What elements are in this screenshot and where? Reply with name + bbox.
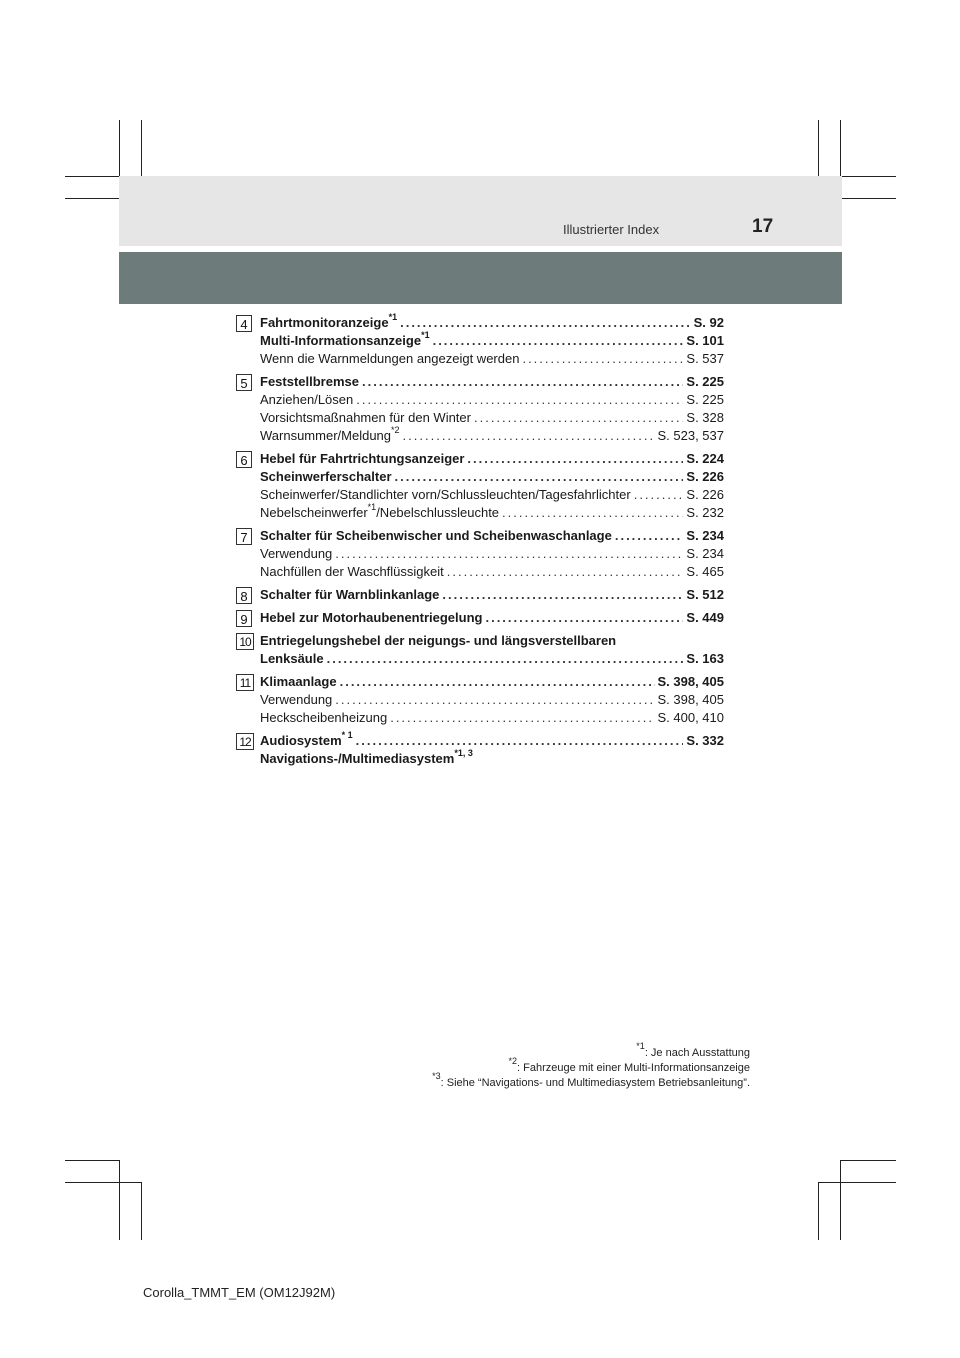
entry-text: Nachfüllen der Waschflüssigkeit [260, 564, 444, 579]
entry-text: Entriegelungshebel der neigungs- und längsverstellbaren [260, 633, 617, 648]
footnote-ref: * 1 [341, 729, 353, 740]
entry-label [260, 527, 612, 545]
entry-label [260, 563, 444, 581]
entry-text: Multi-Informationsanzeige [260, 333, 422, 348]
crop-mark [840, 1160, 841, 1240]
page-reference: S. 226 [686, 469, 724, 484]
entry-label [260, 501, 500, 522]
leader-dots [340, 673, 655, 691]
leader-dots [522, 350, 683, 368]
index-section [236, 609, 724, 627]
callout-number: 10 [236, 633, 254, 650]
callout-number: 11 [236, 674, 254, 691]
crop-mark [818, 1182, 819, 1240]
index-entry [260, 468, 724, 486]
entry-label [260, 650, 324, 668]
footnote-mark: *1 [636, 1041, 645, 1052]
header-bar [119, 176, 842, 246]
footnote-ref: *2 [391, 424, 400, 435]
leader-dots [400, 314, 691, 332]
index-entry [260, 632, 724, 650]
entry-text-continued: /Nebelschlussleuchte [376, 505, 500, 520]
index-section [236, 632, 724, 668]
leader-dots [395, 468, 684, 486]
leader-dots [327, 650, 684, 668]
index-entry [260, 409, 724, 427]
document-id: Corolla_TMMT_EM (OM12J92M) [143, 1285, 336, 1300]
entry-label [260, 391, 353, 409]
entry-label [260, 350, 519, 368]
callout-number: 12 [236, 733, 254, 750]
leader-dots [467, 450, 683, 468]
entry-text: Hebel für Fahrtrichtungsanzeiger [260, 451, 465, 466]
callout-number: 7 [236, 528, 252, 545]
leader-dots [403, 427, 655, 445]
index-section [236, 586, 724, 604]
leader-dots [362, 373, 683, 391]
page-reference: S. 398, 405 [657, 674, 724, 689]
header-dark-band [119, 252, 842, 304]
index-section [236, 373, 724, 445]
page-reference: S. 523, 537 [657, 428, 724, 443]
crop-mark [65, 198, 120, 199]
footnote-text: : Fahrzeuge mit einer Multi-Informationsanzeige [517, 1062, 750, 1074]
index-section [236, 311, 724, 368]
section-title: Illustrierter Index [563, 222, 660, 237]
page-reference: S. 400, 410 [657, 710, 724, 725]
entry-label [260, 468, 392, 486]
entry-text: Verwendung [260, 692, 333, 707]
crop-mark [840, 198, 896, 199]
index-entry [260, 501, 724, 522]
callout-number: 9 [236, 610, 252, 627]
callout-number: 6 [236, 451, 252, 468]
footnote [432, 1071, 750, 1091]
callout-number: 8 [236, 587, 252, 604]
leader-dots [502, 504, 683, 522]
crop-mark [65, 1160, 120, 1161]
entry-text: Heckscheibenheizung [260, 710, 388, 725]
index-section [236, 729, 724, 768]
index-section [236, 450, 724, 522]
crop-mark [119, 1160, 120, 1240]
leader-dots [335, 691, 654, 709]
page-reference: S. 225 [686, 392, 724, 407]
footnote-text: : Je nach Ausstattung [644, 1047, 750, 1059]
entry-text: Wenn die Warnmeldungen angezeigt werden [260, 351, 520, 366]
page-reference: S. 512 [686, 587, 724, 602]
entry-label [260, 424, 400, 445]
footnote [432, 1041, 750, 1061]
footnote-ref: *1 [388, 311, 398, 322]
index-entry [260, 673, 724, 691]
index-entry [260, 747, 724, 768]
entry-text: Lenksäule [260, 651, 324, 666]
entry-label [260, 545, 332, 563]
page-reference: S. 465 [686, 564, 724, 579]
entry-label [260, 409, 471, 427]
footnotes [432, 1041, 750, 1091]
crop-mark [818, 1182, 896, 1183]
footnote [432, 1056, 750, 1076]
entry-label [260, 609, 482, 627]
leader-dots [615, 527, 684, 545]
index-entry [260, 424, 724, 445]
entry-text: Navigations-/Multimediasystem [260, 751, 455, 766]
index-entry [260, 709, 724, 727]
entry-text: Scheinwerferschalter [260, 469, 392, 484]
index-entry [260, 311, 724, 332]
footnote-text: : Siehe “Navigations- und Multimediasystem Betriebsanleitung”. [440, 1077, 750, 1089]
page-reference: S. 234 [686, 546, 724, 561]
page-reference: S. 163 [686, 651, 724, 666]
entry-label [260, 586, 439, 604]
page-reference: S. 537 [686, 351, 724, 366]
entry-label [260, 691, 332, 709]
entry-text: Audiosystem [260, 733, 342, 748]
crop-mark [65, 1182, 142, 1183]
page-reference: S. 225 [686, 374, 724, 389]
entry-text: Schalter für Warnblinkanlage [260, 587, 440, 602]
index-list [236, 311, 724, 773]
leader-dots [335, 545, 683, 563]
page-reference: S. 92 [693, 315, 724, 330]
leader-dots [442, 586, 683, 604]
entry-label [260, 373, 359, 391]
entry-label [260, 450, 464, 468]
entry-text: Feststellbremse [260, 374, 359, 389]
entry-label [260, 329, 430, 350]
page-reference: S. 332 [686, 733, 724, 748]
entry-text: Fahrtmonitoranzeige [260, 315, 389, 330]
leader-dots [390, 709, 654, 727]
footnote-ref: *1 [421, 329, 430, 340]
page-reference: S. 328 [686, 410, 724, 425]
entry-label [260, 673, 337, 691]
index-entry [260, 650, 724, 668]
index-entry [260, 350, 724, 368]
page-reference: S. 226 [686, 487, 724, 502]
entry-text: Hebel zur Motorhaubenentriegelung [260, 610, 483, 625]
index-entry [260, 527, 724, 545]
leader-dots [433, 332, 684, 350]
leader-dots [474, 409, 683, 427]
entry-label [260, 486, 631, 504]
page-reference: S. 232 [686, 505, 724, 520]
crop-mark [141, 1182, 142, 1240]
entry-label [260, 311, 398, 332]
leader-dots [356, 732, 684, 750]
index-entry [260, 609, 724, 627]
entry-text: Vorsichtsmaßnahmen für den Winter [260, 410, 471, 425]
entry-label [260, 729, 353, 750]
index-section [236, 673, 724, 727]
callout-number: 4 [236, 315, 252, 332]
leader-dots [485, 609, 683, 627]
page-number: 17 [752, 216, 774, 237]
page-reference: S. 224 [686, 451, 724, 466]
page-reference: S. 234 [686, 528, 724, 543]
entry-text: Schalter für Scheibenwischer und Scheibenwaschanlage [260, 528, 612, 543]
leader-dots [447, 563, 684, 581]
entry-label [260, 632, 616, 650]
index-entry [260, 545, 724, 563]
page-reference: S. 449 [686, 610, 724, 625]
index-entry [260, 329, 724, 350]
index-entry [260, 486, 724, 504]
index-entry [260, 729, 724, 750]
leader-dots [634, 486, 684, 504]
entry-text: Verwendung [260, 546, 333, 561]
crop-mark [840, 1160, 896, 1161]
entry-text: Klimaanlage [260, 674, 337, 689]
entry-text: Anziehen/Lösen [260, 392, 354, 407]
leader-dots [356, 391, 683, 409]
page-reference: S. 398, 405 [657, 692, 724, 707]
index-entry [260, 563, 724, 581]
entry-label [260, 709, 387, 727]
entry-text: Nebelscheinwerfer [260, 505, 368, 520]
footnote-ref: *1 [367, 501, 377, 512]
index-entry [260, 391, 724, 409]
entry-text: Warnsummer/Meldung [260, 428, 392, 443]
index-section [236, 527, 724, 581]
entry-label [260, 747, 473, 768]
page-reference: S. 101 [686, 333, 724, 348]
index-entry [260, 586, 724, 604]
footnote-ref: *1, 3 [454, 747, 473, 758]
callout-number: 5 [236, 374, 252, 391]
entry-text: Scheinwerfer/Standlichter vorn/Schlussleuchten/Tagesfahrlichter [260, 487, 631, 502]
index-entry [260, 450, 724, 468]
footnote-mark: *2 [508, 1056, 518, 1067]
index-entry [260, 373, 724, 391]
index-entry [260, 691, 724, 709]
footnote-mark: *3 [432, 1071, 441, 1082]
